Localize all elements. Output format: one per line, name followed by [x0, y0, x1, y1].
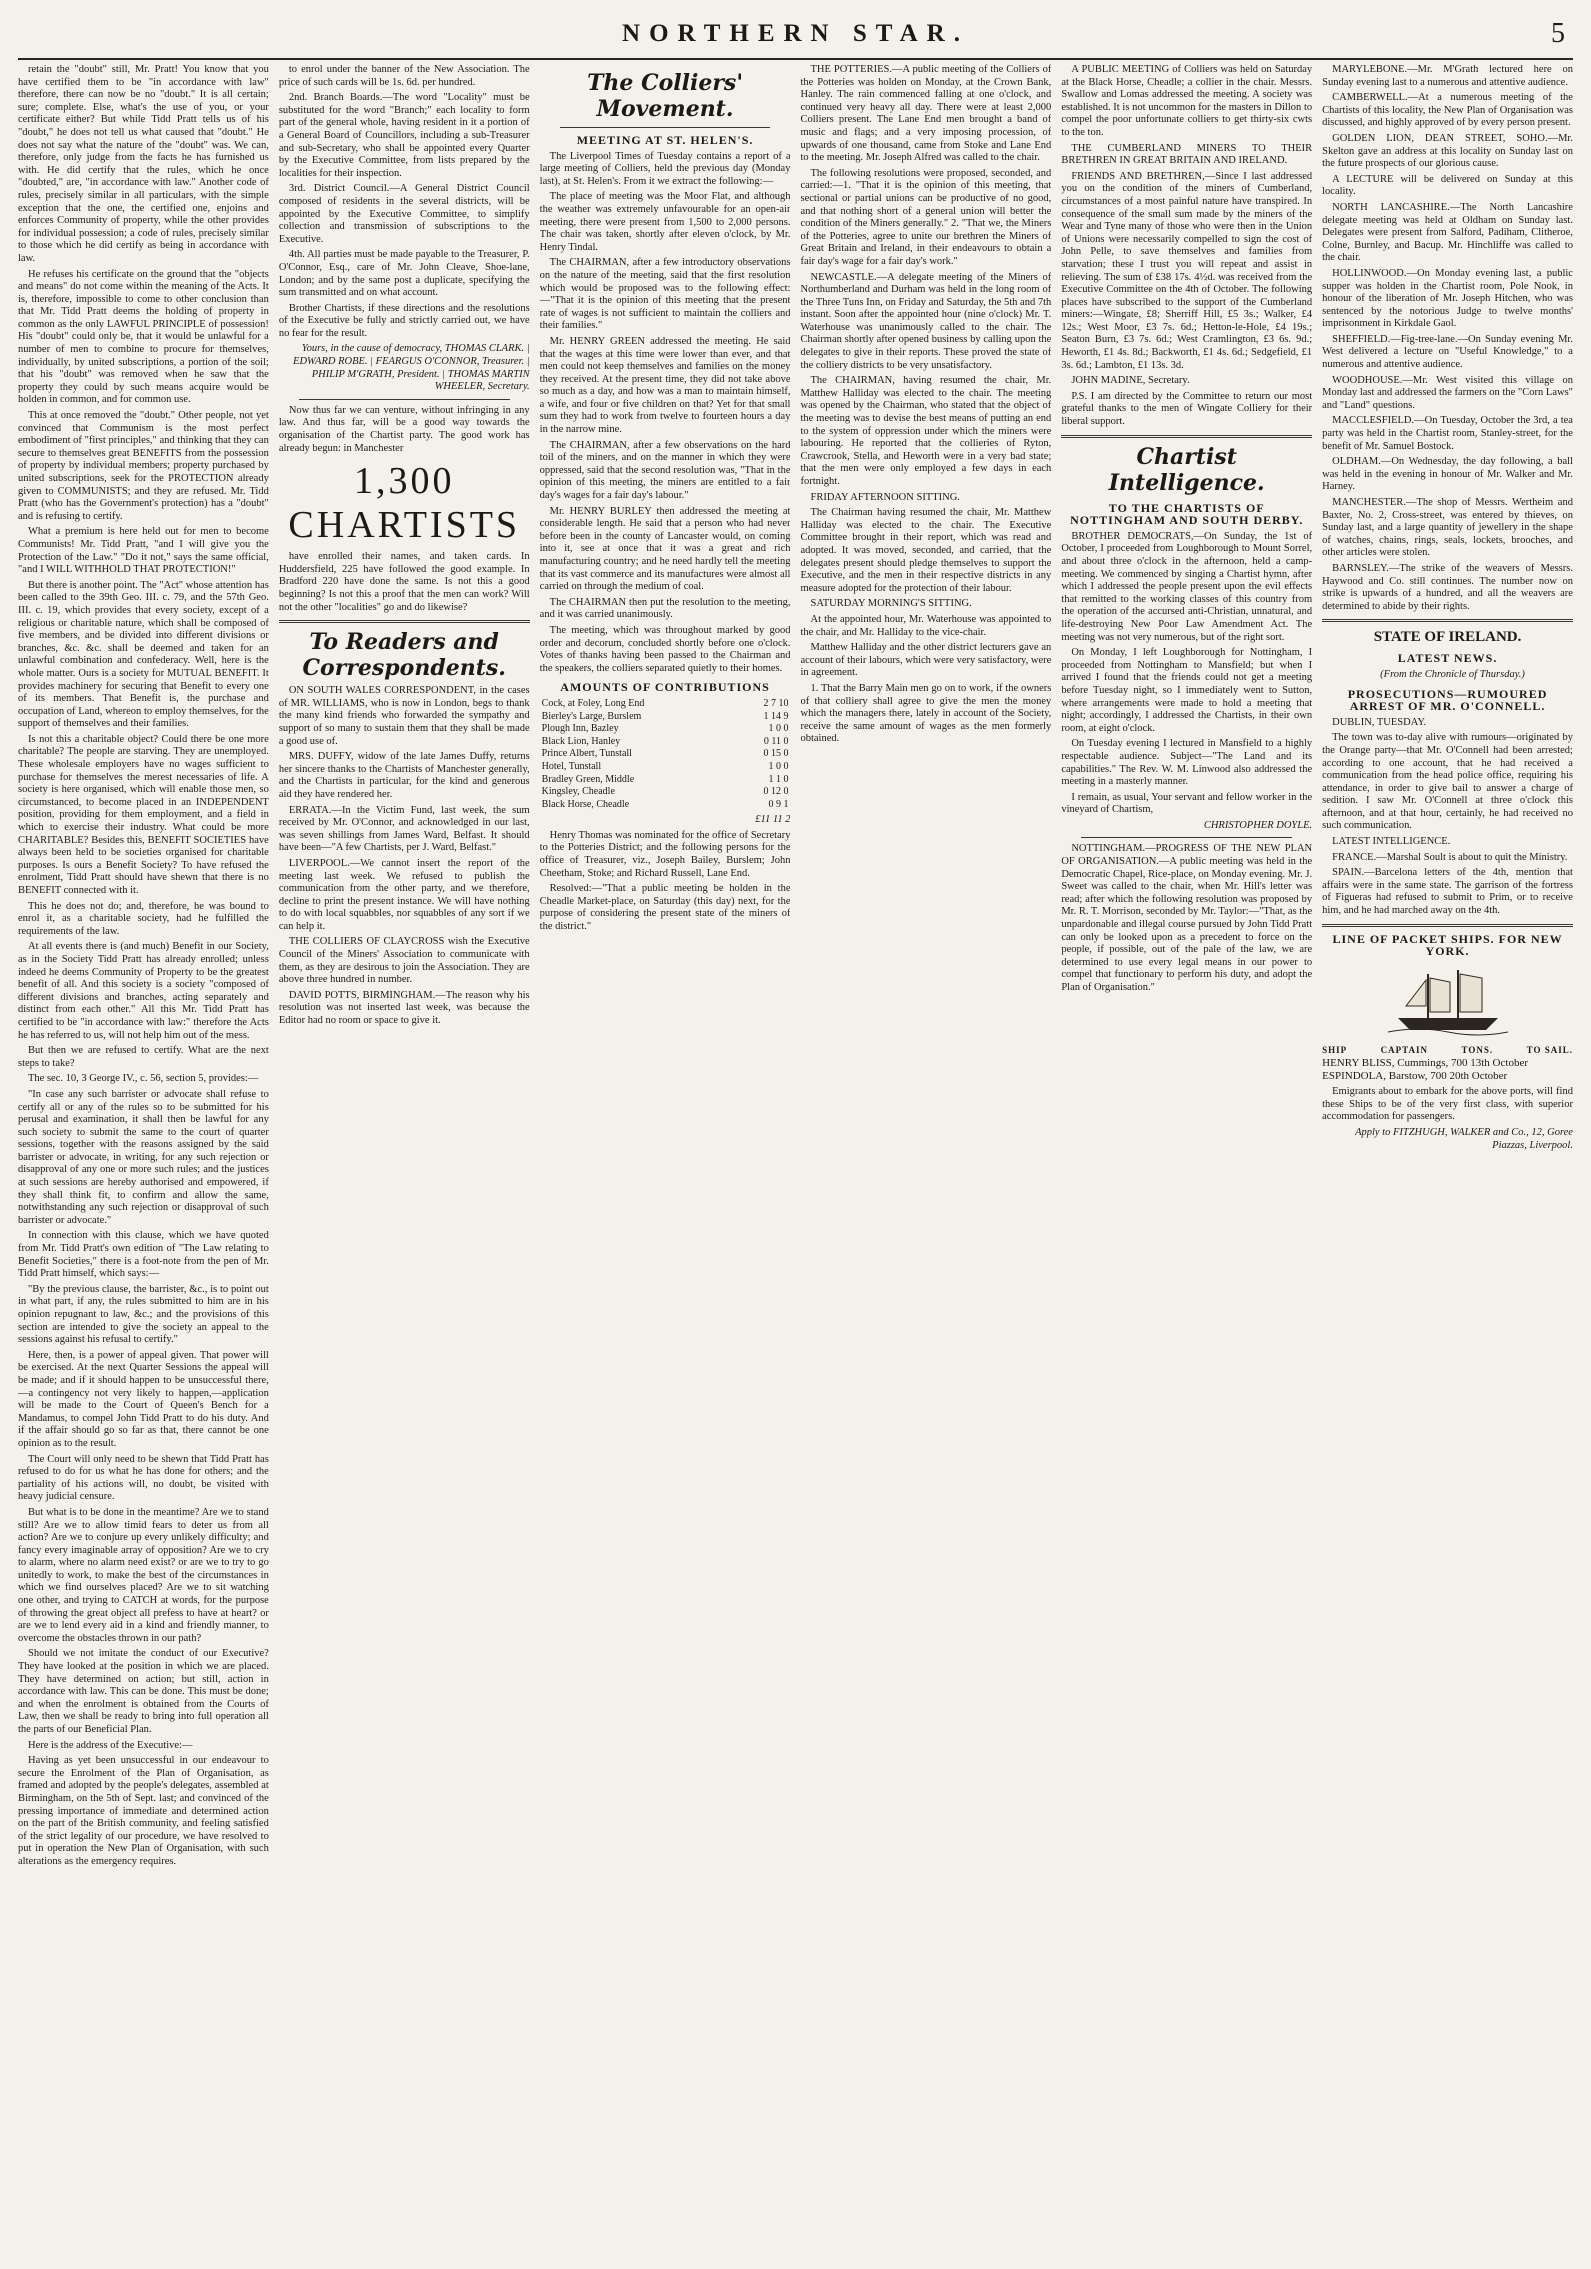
article-paragraph: The Court will only need to be shewn that Tidd Pratt has refused to do for us what he has done for others; and the partiality of his actions will, no doubt, be visited with heavy judicial censure. [18, 1453, 269, 1503]
correspondent-note: ERRATA.—In the Victim Fund, last week, the sum received by Mr. O'Connor, and acknowledged in our last, was seven shillings from James Ward, Belfast. It should have been—"A few Chartists, per J. Ward, Belfast." [278, 804, 530, 854]
meeting-heading: MEETING AT ST. HELEN'S. [576, 133, 754, 147]
article-paragraph: Here, then, is a power of appeal given. That power will be exercised. At the next Quarter Sessions the appeal will be made; and if it should happen to be unsuccessful there,—a contingency not very likely to happen,—application will be made to the Court of Queen's Bench for a Mandamus, to compel John Tidd Pratt to do his duty. And if the affair should go so far as that, there cannot be one opinion as to the result. [18, 1349, 269, 1449]
payment-place: Black Lion, Hanley [541, 735, 621, 747]
ireland-title: PROSECUTIONS—RUMOURED ARREST OF MR. O'CONNELL. [1347, 686, 1548, 714]
column-1 [18, 64, 269, 2259]
payment-amount: 0 11 0 [763, 735, 789, 747]
sailing-ship-icon [1388, 966, 1508, 1036]
readers-heading: To Readers and Correspondents. [302, 629, 506, 682]
columns [18, 64, 1573, 2259]
locality-report: CAMBERWELL.—At a numerous meeting of the Chartists of this locality, the New Plan of Organisation was discussed, and highly approved of by every person present. [1322, 92, 1573, 129]
article-paragraph: But there is another point. The "Act" whose attention has been called to the 39th Geo. III. c. 79, and the 57th Geo. III. c. 19, which provides that every society, except of a religious or charitable nature, which shall be composed of five members, and be divided into different divisions or branches, &c. &c. shall be deemed and taken for an unlawful combination and confederacy. Well, here is the whole matter. Ours is a society for MUTUAL BENEFIT. It provides machinery for securing that Benefit to every one of its members. That Benefit is, the purchase and occupation of Land, whereon to employ themselves, for the support of themselves and their families. [18, 579, 269, 730]
ship-row: HENRY BLISS, Cummings, 700 13th October [1322, 1057, 1528, 1069]
article-paragraph: Mr. HENRY BURLEY then addressed the meeting at considerable length. He said that a person who had never before been in the county of Lancaster would, on coming into it, see at once that it was a great and rich manufacturing country; and he need hardly tell the meeting that its vast commerce and its manufactures were almost all carried on through the medium of coal. [539, 505, 791, 593]
article-paragraph: SPAIN.—Barcelona letters of the 4th, mention that affairs were in the same state. The garrison of the fortress of Figueras had refused to submit to Prim, or to receive him, and he had marched away on the 4th. [1322, 867, 1573, 917]
payment-amount: 1 14 9 [763, 710, 789, 722]
payments-heading: AMOUNTS OF CONTRIBUTIONS [560, 680, 770, 695]
payments-total: £11 11 2 [755, 814, 791, 826]
column-3 [540, 64, 791, 2259]
ship-column-header: CAPTAIN [1380, 1045, 1428, 1056]
locality-report: MARYLEBONE.—Mr. M'Grath lectured here on Sunday evening last to a numerous and attentive audience. [1322, 64, 1573, 88]
masthead [18, 8, 1573, 60]
nottingham-report: NOTTINGHAM.—PROGRESS OF THE NEW PLAN OF ORGANISATION.—A public meeting was held in the Democratic Chapel, Rice-place, on Monday evening. Mr. J. Sweet was called to the chair, when Mr. Hill's letter was read; after which the following resolution was proposed by Mr. R. T. Morrison, seconded by Mr. Taylor:—"That, as the unpardonable and illegal course pursued by John Tidd Pratt can only be looked upon as a precedent to force on the people, if possible, out of the pale of the law, we are determined to use every legal means in our power to compel that functionary to perform his duty, and adopt the Plan of Organisation." [1061, 843, 1313, 993]
article-paragraph: FRIDAY AFTERNOON SITTING. [810, 491, 960, 503]
ireland-source: (From the Chronicle of Thursday.) [1380, 668, 1525, 680]
ship-illustration [1322, 966, 1573, 1082]
article-paragraph: LATEST INTELLIGENCE. [1332, 836, 1451, 848]
article-paragraph: What a premium is here held out for men to become Communists! Mr. Tidd Pratt, "and I will give you the Protection of the Law." "Do it not," says the same official, "and I WILL WITHHOLD THAT PROTECTION!" [18, 526, 269, 576]
article-paragraph: The CHAIRMAN, having resumed the chair, Mr. Matthew Halliday was elected to the chair. The meeting was opened by the Chairman, who stated that the object of the meeting was to devise the best means of putting an end to the system of oppression under which the miners were labouring. He reported that the collieries of Ryton, Crawcrook, Stella, and Heworth were in a very bad state; that the men were only employed a few days in each fortnight. [800, 375, 1052, 487]
article-paragraph: The Chairman having resumed the chair, Mr. Matthew Halliday was elected to the chair. The Executive Committee brought in their report, which was read and adopted. It was moved, seconded, and carried, that the delegates present should pledge themselves to support the Executive, and the men in their respective districts in any measure adopted for the protection of their labour. [800, 507, 1052, 594]
article-paragraph: Here is the address of the Executive:— [28, 1739, 193, 1751]
payment-row [540, 736, 791, 749]
ship-agent: Apply to FITZHUGH, WALKER and Co., 12, Goree Piazzas, Liverpool. [1355, 1126, 1573, 1151]
correspondents-notes [279, 685, 530, 1027]
payment-place: Bradley Green, Middle [541, 773, 635, 785]
article-paragraph: 4th. All parties must be made payable to the Treasurer, P. O'Connor, Esq., care of Mr. John Cleave, Shoe-lane, London; and by the same post a duplicate, specifying the sum transmitted and on what account. [278, 249, 530, 299]
payment-amount: 0 15 0 [763, 748, 789, 760]
article-paragraph: Matthew Halliday and the other district lecturers gave an account of their labours, which were very satisfactory, were in agreement. [800, 642, 1052, 679]
page-number: 5 [1551, 18, 1565, 49]
locality-report: MACCLESFIELD.—On Tuesday, October the 3rd, a tea party was held in the Chartist room, Stanley-street, for the benefit of Mr. Samuel Bostock. [1322, 415, 1573, 452]
article-paragraph: Henry Thomas was nominated for the office of Secretary to the Potteries District; and the following persons for the office of Treasurer, viz., Joseph Bailey, Burslem; John Cheetham, Stoke; and Richard Russell, Lane End. [539, 829, 791, 879]
chartist-signature: CHRISTOPHER DOYLE. [1203, 819, 1313, 831]
payment-place: Hotel, Tunstall [541, 760, 602, 772]
article-paragraph: DUBLIN, TUESDAY. [1332, 716, 1427, 728]
colliers-report [540, 151, 791, 676]
article-paragraph: The meeting, which was throughout marked by good order and decorum, concluded shortly before one o'clock. Votes of thanks having been passed to the Chairman and the speakers, the colliers separated quietly to their homes. [539, 624, 791, 674]
article-paragraph: Is not this a charitable object? Could there be one more charitable? The people are starving. They are unemployed. These wholesale employers have no wages sufficient to purchase for themselves the merest necessaries of life. A society is here organised, which will enable those men, so circumstanced, to become placed in an INDEPENDENT position, providing for them employment, and a field in which to exercise their industry. What could be more CHARITABLE? Besides this, BENEFIT SOCIETIES have always been held to be societies organised for charitable purposes. Is ours a Benefit Society? To have refused the enrolment, Tidd Pratt should have shewn that there is no BENEFIT connected with it. [18, 733, 269, 896]
locality-reports [1322, 64, 1573, 613]
article-paragraph: FRIENDS AND BRETHREN,—Since I last addressed you on the condition of the miners of Cumberland, circumstances of a most painful nature have transpired. In consequence of the small sum made by the miners of the Wear and Tyne many of those who were then in the Union of Unions were necessarily compelled to sign the cost of John Pelle, to save themselves and families from starvation; these I trust you will repeat and assist in relieving. The sum of £38 17s. 4½d. was received from the Executive Committee on the 4th of October. The following places have subscribed to the support of the Cumberland miners:—Wingate, £8; Sherriff Hill, £5 3s.; Walker, £4 12s.; West Moor, £3 7s. 6d.; Hetton-le-Hole, £4 19s.; Seaton Burn, £3 7s. 6d.; West Cramlington, £3 6s. 9d.; Heworth, £1 4s. 8d.; Backworth, £1 4s. 6d.; Sedgefield, £1 3s. 6d.; Lambton, £1 13s. 3d. [1061, 170, 1313, 371]
article-paragraph: He refuses his certificate on the ground that the "objects and means" do not come within the meaning of the Acts. It is, therefore, impossible to come to other conclusion than that Mr. Tidd Pratt deems the holding of property in common as the only LAWFUL PRINCIPLE of possession! His "doubt" could only be, that it would be unlawful for a number of men to combine to procure for themselves, individually, by united subscriptions, a portion of the soil; that his "doubt" was removed when he saw that the property they could by such means acquire would be holden in common, and for common use. [18, 268, 269, 406]
cumberland-miners [1061, 64, 1312, 429]
article-paragraph: But then we are refused to certify. What are the next steps to take? [18, 1045, 269, 1069]
article-paragraph: On Tuesday evening I lectured in Mansfield to a highly respectable audience. Subject—"The Land and its capabilities." The Rev. W. M. Linwood also addressed the meeting in a masterly manner. [1061, 738, 1313, 788]
article-paragraph: JOHN MADINE, Secretary. [1071, 375, 1190, 387]
locality-report: A LECTURE will be delivered on Sunday at this locality. [1322, 173, 1573, 198]
payment-amount: 0 9 1 [768, 798, 789, 810]
article-paragraph: The CHAIRMAN, after a few observations on the hard toil of the miners, and on the manner in which they were oppressed, said that the second resolution was, "That in the opinion of this meeting, the miners are entitled to a fair day's wages for a fair day's labour." [539, 439, 791, 502]
column-4 [800, 64, 1051, 2259]
locality-report: BARNSLEY.—The strike of the weavers of Messrs. Haywood and Co. still continues. The number now on strike is upwards of a hundred, and all the weavers are determined to abide by their rights. [1322, 562, 1573, 612]
payment-amount: 2 7 10 [763, 697, 789, 709]
newspaper-title: NORTHERN STAR. [622, 20, 969, 47]
article-paragraph: At the appointed hour, Mr. Waterhouse was appointed to the chair, and Mr. Halliday to the vice-chair. [800, 613, 1052, 638]
column-2 [279, 64, 530, 2259]
ireland-report [1322, 717, 1573, 918]
article-paragraph: I remain, as usual, Your servant and fellow worker in the vineyard of Chartism, [1061, 791, 1313, 816]
chartist-heading: Chartist Intelligence. [1108, 443, 1265, 496]
article-paragraph: to enrol under the banner of the New Association. The price of such cards will be 1s. 6d. per hundred. [278, 64, 530, 88]
article-paragraph: THE CUMBERLAND MINERS TO THEIR BRETHREN IN GREAT BRITAIN AND IRELAND. [1061, 142, 1313, 167]
ship-heading: LINE OF PACKET SHIPS. FOR NEW YORK. [1332, 931, 1563, 959]
payment-amount: 1 0 0 [768, 723, 789, 735]
payment-amount: 0 12 0 [763, 786, 789, 798]
payment-row [540, 748, 791, 761]
correspondent-note: THE COLLIERS OF CLAYCROSS wish the Executive Council of the Miners' Association to communicate with them, as they are desirous to join the Association. They are above three hundred in number. [278, 936, 530, 986]
correspondent-note: LIVERPOOL.—We cannot insert the report of the meeting last week. We refused to publish the communication from the other party, and we therefore, decline to print the present instance. We will have nothing to do with local squabbles, nor squabbles of any sort if we can help it. [278, 857, 530, 932]
locality-report: WOODHOUSE.—Mr. West visited this village on Monday last and addressed the farmers on the "Corn Laws" and "Land" questions. [1322, 374, 1573, 411]
colliers-heading: The Colliers' Movement. [587, 70, 744, 122]
payments-table [540, 698, 791, 811]
locality-report: OLDHAM.—On Wednesday, the day following, a ball was held in the evening in honour of Mr. Walker and Mr. Harney. [1322, 456, 1573, 493]
article-paragraph: "In case any such barrister or advocate shall refuse to certify all or any of the rules so to be submitted for his perusal and examination, it shall then be lawful for any such society to submit the same to the court of quarter sessions, together with the reasons assigned by the said barrister or advocate, in writing, for any such rejection or disapproval of any one or more such rules; and the justices at such sessions are hereby authorised and empowered, if they shall think fit, to confirm and allow the same, notwithstanding any such rejection or disapproval of such barrister or advocate." [18, 1088, 269, 1226]
article-paragraph: At all events there is (and much) Benefit in our Society, as in the Society Tidd Pratt has already enrolled; unless indeed he deems Community of Property to be the greatest benefit of all. And this society is a society "composed of different divisions and branches, acting separately and distinct from each other." All this Mr. Tidd Pratt has certified to be "in accordance with law:" therefore the Acts he has referred to us, will not help him out of the mess. [18, 941, 269, 1041]
article-paragraph: 1. That the Barry Main men go on to work, if the owners of that colliery shall agree to give the men the money which the managers there, lately in account of the Society, receive the same amount of wages as the men formerly obtained. [800, 682, 1052, 745]
ship-table [1322, 1057, 1573, 1082]
payment-row [540, 761, 791, 774]
article-paragraph: This at once removed the "doubt." Other people, not yet convinced that Communism is the most perfect embodiment of "first principles," and thinking that they can secure to themselves great BENEFITS from the possession of property by individual members; property purchased by united subscriptions, seek for the PROTECTION already given to COMMUNISTS; and they are refused. Mr. Tidd Pratt (who has the Government's protection) has a "doubt" and is refusing to certify. [18, 410, 269, 522]
payment-row [540, 786, 791, 799]
ship-column-header: SHIP [1322, 1045, 1348, 1056]
ship-note: Emigrants about to embark for the above ports, will find these Ships to be of the very first class, with superior accommodation for passengers. [1322, 1086, 1573, 1123]
chartist-letter [1061, 531, 1312, 817]
article-paragraph: SATURDAY MORNING'S SITTING. [810, 598, 972, 610]
ireland-subheading: LATEST NEWS. [1397, 651, 1498, 666]
locality-report: NORTH LANCASHIRE.—The North Lancashire delegate meeting was held at Oldham on Sunday last. Delegates were present from Salford, Padiham, Clitheroe, Colne, Burnley, and Bacup. Mr. Hinchliffe was called to the chair. [1322, 201, 1573, 264]
article-paragraph: P.S. I am directed by the Committee to return our most grateful thanks to the men of Wingate Colliery for their liberal support. [1061, 390, 1313, 428]
correspondent-note: MRS. DUFFY, widow of the late James Duffy, returns her sincere thanks to the Chartists of Manchester generally, and the Chartists in particular, for the kind and generous aid they have rendered her. [278, 751, 530, 800]
article-paragraph: The sec. 10, 3 George IV., c. 56, section 5, provides:— [28, 1073, 259, 1085]
article-paragraph: BROTHER DEMOCRATS,—On Sunday, the 1st of October, I proceeded from Loughborough to Mount Sorrel, and about three o'clock in the afternoon, held a camp-meeting. We commenced by singing a Chartist hymn, after which I addressed the people present upon the evil effects that remitted to the working classes of this country from the operation of the accursed anti-Christian, unnatural, and life-destroying New Poor Law Amendment Act. The meeting was not very numerous, but of the right sort. [1061, 530, 1313, 643]
after-figure-paragraph: have enrolled their names, and taken cards. In Huddersfield, 225 have followed the good example. In Bradford 220 have done the same. Is not this a good beginning? Is not this a proof that the men can work? Will not the other "localities" go and do likewise? [278, 551, 530, 613]
payment-amount: 1 1 0 [768, 773, 789, 785]
article-paragraph: Brother Chartists, if these directions and the resolutions of the Executive be fully and strictly carried out, we have no fear for the result. [278, 302, 530, 339]
column-6 [1322, 64, 1573, 2259]
payment-place: Bierley's Large, Burslem [541, 710, 642, 722]
locality-report: HOLLINWOOD.—On Monday evening last, a public supper was holden in the Chartist room, Pole Nook, in honour of the liberation of Mr. Joseph Hitchen, who was sentenced by the notorious Judge to twelve months' imprisonment in Kirkdale Gaol. [1322, 267, 1573, 330]
article-paragraph: 2nd. Branch Boards.—The word "Locality" must be substituted for the word "Branch;" each locality to form part of the general whole, having resident in it a portion of a General Board of Councillors, including a sub-Treasurer and sub-Secretary, who shall be appointed every Quarter by the Executive Committee, from lists prepared by the localities for their inspection. [278, 92, 530, 179]
article-paragraph: In connection with this clause, which we have quoted from Mr. Tidd Pratt's own edition of "The Law relating to Benefit Societies," there is a foot-note from the pen of Mr. Tidd Pratt himself, which says:— [18, 1230, 269, 1280]
article-paragraph: Resolved:—"That a public meeting be holden in the Cheadle Market-place, on Saturday (this day) next, for the purpose of considering the present state of the miners of the district." [539, 883, 791, 933]
payment-place: Prince Albert, Tunstall [541, 748, 632, 760]
chartist-subheading: TO THE CHARTISTS OF NOTTINGHAM AND SOUTH DERBY. [1070, 500, 1304, 528]
article-paragraph: Should we not imitate the conduct of our Executive? They have looked at the position in which we are placed. They have determined on action; but still, action in accordance with law. This can be done. This must be done; and when the enrolment is obtained from the Courts of Law, then we shall be ready to bring into full operation all the parts of our Beneficial Plan. [18, 1648, 269, 1735]
executive-address [279, 64, 530, 340]
notice-paragraph: Now thus far we can venture, without infringing in any law. And thus far, will be a good way towards the organisation of the Chartist party. The good work has already begun: in Manchester [278, 404, 530, 454]
article-paragraph: The CHAIRMAN, after a few introductory observations on the nature of the meeting, said that the first resolution which would be proposed was to the following effect:—"That it is the opinion of this meeting that the present rate of wages is not sufficient to maintain the colliers and their families." [539, 257, 791, 332]
payment-place: Cock, at Foley, Long End [541, 697, 645, 709]
article-paragraph: This he does not do; and, therefore, he was bound to enrol it, as a charitable society, had he fulfilled the requirements of the law. [18, 900, 269, 937]
payment-place: Black Horse, Cheadle [541, 798, 630, 810]
payment-row [540, 799, 791, 812]
article-paragraph: The town was to-day alive with rumours—originated by the Orange party—that Mr. O'Connell had been arrested; according to one account, that he had received a communication from the head police office, requiring his attendance, in order to give bail to answer a charge of sedition. I saw Mr. O'Connell at three o'clock this afternoon, and at that hour, certainly, he had received no such communication. [1322, 732, 1573, 832]
locality-report: GOLDEN LION, DEAN STREET, SOHO.—Mr. Skelton gave an address at this locality on Sunday last on the future prospects of our glorious cause. [1322, 132, 1573, 170]
locality-report: SHEFFIELD.—Fig-tree-lane.—On Sunday evening Mr. West delivered a lecture on "Useful Knowledge," to a numerous and attentive audience. [1322, 333, 1573, 371]
article-paragraph: NEWCASTLE.—A delegate meeting of the Miners of Northumberland and Durham was held in the long room of the Three Tuns Inn, on Friday and Saturday, the 5th and 7th instant. Soon after the appointed hour (nine o'clock) Mr. T. Waterhouse was unanimously called to the chair. The Chairman shortly after opened business by calling upon the delegates to give in their reports. These proved the state of the colliery districts to be very unsatisfactory. [800, 271, 1052, 371]
ship-table-header [1322, 1044, 1573, 1057]
enrolment-figure: 1,300 CHARTISTS [288, 460, 521, 547]
payment-row [540, 774, 791, 787]
article-paragraph: retain the "doubt" still, Mr. Pratt! You know that you have certified them to be "in accordance with law" therefore, there can now be no "doubt." It is all certain; sure; complete. Else, what's the use of you, or your certificate either? But while Tidd Pratt tells us of his "doubt," he does not tell us what caused that "doubt." He does not say what the nature of the "doubt" was. We can, therefore, only judge from the facts he has furnished us with. He did certify that the rules, which he once "doubted," are, "in accordance with law." Another code of rules, precisely similar in all particulars, with the simple exception that the one, the certified one, enjoins and enforces Community of property, while the other provides for individual possession; a code of rules, precisely similar to those which he did certify as being in accordance with law. [18, 64, 269, 264]
payment-place: Kingsley, Cheadle [541, 786, 615, 798]
article-paragraph: The following resolutions were proposed, seconded, and carried:—1. "That it is the opinion of this meeting, that sectional or partial unions can be productive of no good, and that nothing short of a general union will better the condition of the Miners generally." 2. "That we, the Miners of the Potteries, agree to unite our brethren the Miners of Great Britain and Ireland, in their endeavours to obtain a fair day's wage for a fair day's work." [800, 167, 1052, 267]
signatories: Yours, in the cause of democracy, THOMAS CLARK. | EDWARD ROBE. | FEARGUS O'CONNOR, Treasurer. | PHILIP M'GRATH, President. | THOMAS MARTIN WHEELER, Secretary. [293, 343, 530, 393]
article-paragraph: Having as yet been unsuccessful in our endeavour to secure the Enrolment of the Plan of Organisation, as framed and adopted by the people's delegates, assembled at Birmingham, on the 5th of Sept. last; and convinced of the pressing importance of immediate and determined action on the part of the British community, and feeling satisfied of the strict legality of our procedure, we have resolved to put in operation the New Plan of Organisation, with such alterations as the emergency requires. [18, 1755, 269, 1867]
payment-amount: 1 0 0 [768, 760, 789, 772]
article-paragraph: THE POTTERIES.—A public meeting of the Colliers of the Potteries was holden on Monday, at the Crown Bank, Hanley. The rain commenced falling at one o'clock, and continued very heavy all day. There were at least 2,000 Colliers present. The Lane End men brought a band of music and flags; and a very imposing procession, of upwards of one thousand, came from Stoke and Lane End to the meeting. Mr. Joseph Alfred was called to the chair. [800, 64, 1052, 164]
ireland-heading: STATE OF IRELAND. [1373, 629, 1522, 646]
article-paragraph: Mr. HENRY GREEN addressed the meeting. He said that the wages at this time were lower than ever, and that men could not keep themselves and families on the money they received. At the present time, they did not take above so much as a day, and how was a man to maintain himself, a wife, and four or five children on that? Yet for that small sum they had to work from twelve to fourteen hours a day in the narrow mine. [539, 335, 791, 436]
column-5 [1061, 64, 1312, 2259]
ship-column-header: TO SAIL. [1526, 1045, 1573, 1056]
article-paragraph: "By the previous clause, the barrister, &c., is to point out in what part, if any, the rules submitted to him are in his opinion repugnant to law, &c.; and the provisions of this section are intended to give the society an appeal to the sessions against his refusal to certify." [18, 1283, 269, 1346]
article-paragraph: A PUBLIC MEETING of Colliers was held on Saturday at the Black Horse, Cheadle; a collier in the chair. Messrs. Swallow and Lomas addressed the meeting. A society was established. It is not uncommon for the masters in Dillon to compel the poor unfortunate colliers to get thirty-six cwts to the ton. [1061, 64, 1313, 138]
article-paragraph: The place of meeting was the Moor Flat, and although the weather was extremely unfavourable for an open-air meeting, there were present from 1,500 to 2,000 persons. The chair was taken, shortly after eleven o'clock, by Mr. Henry Tindal. [539, 191, 791, 253]
article-paragraph: But what is to be done in the meantime? Are we to stand still? Are we to allow timid fears to deter us from all action? Are we to conjure up every unlikely difficulty; and fancy every imaginable array of opposition? Are we to cry to alarm, where no alarm need exist? or are we to try to go unitedly to work, to make the best of the circumstances in which we find ourselves placed? Are we to sit watching one other, and trying to CATCH at words, for the purpose of throwing the great object all prefess to have at heart? or are we to lend every aid in a kind and friendly manner, to overcome the obstacles thrown in our path? [18, 1506, 269, 1644]
article-paragraph: FRANCE.—Marshal Soult is about to quit the Ministry. [1332, 851, 1568, 863]
correspondent-note: DAVID POTTS, BIRMINGHAM.—The reason why his resolution was not inserted last week, was because the Editor had no room or space to give it. [278, 989, 530, 1027]
article-paragraph: On Monday, I left Loughborough for Nottingham, I proceeded from Nottingham to Mansfield; but when I arrived I found that the friends could not get a meeting before Tuesday night, so I immediately went to Sutton, where arrangements were made to hold a meeting that night; accordingly, I addressed the Chartists, in their own room, at eight o'clock. [1061, 647, 1313, 734]
payment-row [540, 711, 791, 724]
correspondent-note: ON SOUTH WALES CORRESPONDENT, in the cases of MR. WILLIAMS, who is now in London, begs to thank the many kind friends who forwarded the sympathy and support of so many to sustain them that they shall be made a good use of. [278, 685, 530, 747]
ship-column-header: TONS. [1461, 1045, 1494, 1056]
article-paragraph: 3rd. District Council.—A General District Council composed of residents in the several districts, will be appointed by the Executive Committee, to simplify collection and transmission of subscriptions to the Executive. [278, 183, 530, 245]
colliers-report-continued [540, 830, 791, 934]
article-paragraph: The CHAIRMAN then put the resolution to the meeting, and it was carried unanimously. [539, 596, 791, 621]
payment-row [540, 723, 791, 736]
payment-place: Plough Inn, Bazley [541, 723, 619, 735]
locality-report: MANCHESTER.—The shop of Messrs. Wertheim and Baxter, No. 2, Cross-street, was entered by thieves, on Sunday last, and a large quantity of jewellery in the shape of watches, chains, rings, seals, lockets, brooches, and other articles were stolen. [1322, 497, 1573, 559]
article-paragraph: The Liverpool Times of Tuesday contains a report of a large meeting of Colliers, held the previous day (Monday last), at St. Helen's. From it we extract the following:— [539, 150, 791, 187]
ship-row: ESPINDOLA, Barstow, 700 20th October [1322, 1069, 1508, 1082]
payment-row [540, 698, 791, 711]
